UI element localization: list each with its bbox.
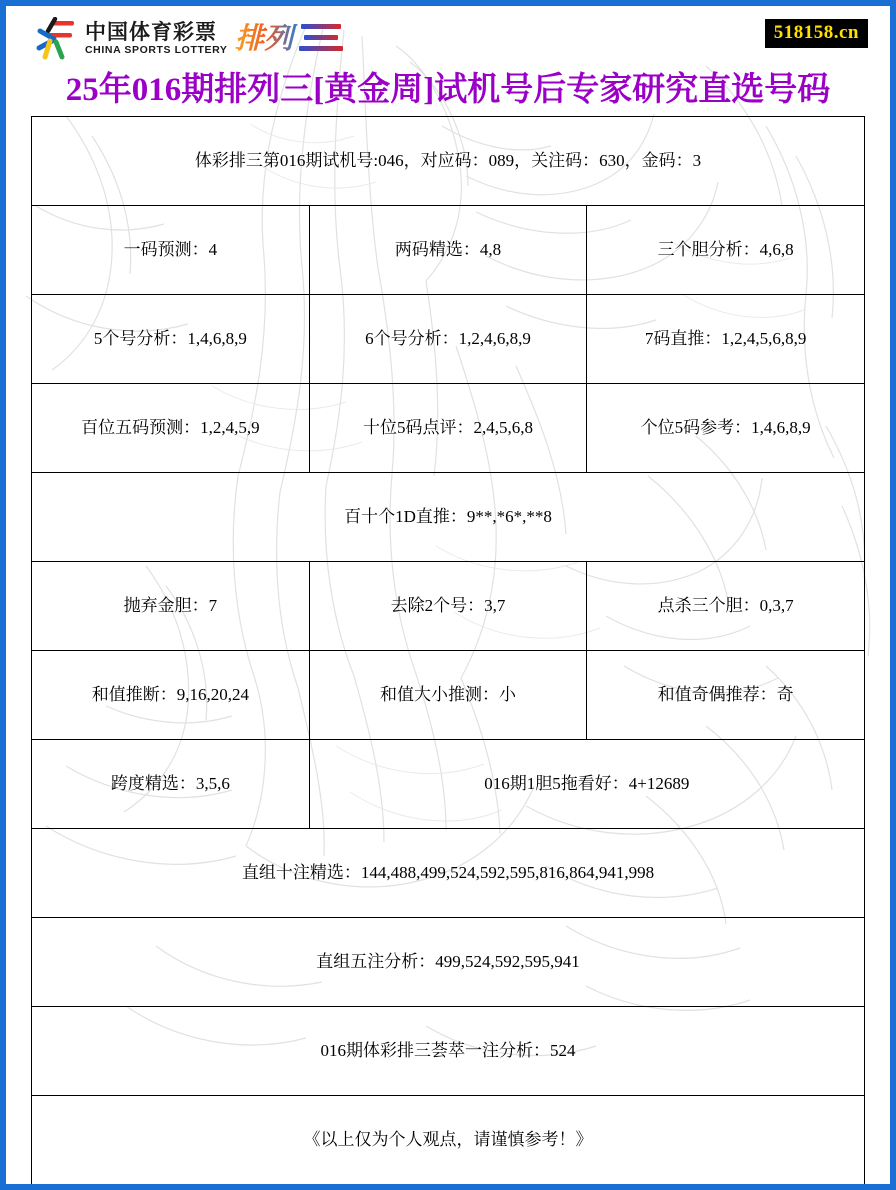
table-row	[32, 1096, 865, 1185]
five-bets-analysis-cell: 直组五注分析：499,524,592,595,941	[32, 918, 865, 1007]
sum-parity-recommendation-cell: 和值奇偶推荐：奇	[587, 651, 865, 740]
one-code-prediction-cell: 一码预测：4	[32, 206, 310, 295]
kill-three-dan-cell: 点杀三个胆：0,3,7	[587, 562, 865, 651]
table-row	[32, 829, 865, 918]
sports-lottery-logo	[32, 14, 375, 64]
logo-chinese-name: 中国体育彩票	[85, 21, 217, 44]
table-row	[32, 473, 865, 562]
logo-english-name: CHINA SPORTS LOTTERY	[85, 44, 228, 56]
one-d-direct-cell: 百十个1D直推：9**,*6*,**8	[32, 473, 865, 562]
hundreds-five-code-cell: 百位五码预测：1,2,4,5,9	[32, 384, 310, 473]
five-number-analysis-cell: 5个号分析：1,4,6,8,9	[32, 295, 310, 384]
athlete-mark-icon	[32, 17, 78, 61]
prediction-table-wrapper	[6, 116, 890, 1185]
table-row	[32, 562, 865, 651]
two-code-selection-cell: 两码精选：4,8	[309, 206, 587, 295]
pailie-san-wordmark-icon	[235, 17, 375, 61]
six-number-analysis-cell: 6个号分析：1,2,4,6,8,9	[309, 295, 587, 384]
prediction-table	[31, 116, 865, 1185]
tens-five-code-cell: 十位5码点评：2,4,5,6,8	[309, 384, 587, 473]
sum-size-prediction-cell: 和值大小推测：小	[309, 651, 587, 740]
span-selection-cell: 跨度精选：3,5,6	[32, 740, 310, 829]
discard-gold-dan-cell: 抛弃金胆：7	[32, 562, 310, 651]
svg-text:排列: 排列	[235, 23, 294, 55]
table-row	[32, 651, 865, 740]
single-bet-analysis-cell: 016期体彩排三荟萃一注分析：524	[32, 1007, 865, 1096]
units-five-code-cell: 个位5码参考：1,4,6,8,9	[587, 384, 865, 473]
table-row	[32, 1007, 865, 1096]
site-watermark-badge: 518158.cn	[765, 19, 868, 48]
seven-code-direct-cell: 7码直推：1,2,4,5,6,8,9	[587, 295, 865, 384]
table-row	[32, 295, 865, 384]
table-row	[32, 918, 865, 1007]
test-number-cell: 体彩排三第016期试机号:046，对应码：089，关注码：630，金码：3	[32, 117, 865, 206]
three-dan-analysis-cell: 三个胆分析：4,6,8	[587, 206, 865, 295]
remove-two-numbers-cell: 去除2个号：3,7	[309, 562, 587, 651]
table-row	[32, 206, 865, 295]
disclaimer-cell: 《以上仅为个人观点，请谨慎参考！》	[32, 1096, 865, 1185]
page-header	[6, 6, 890, 70]
logo-text-block	[85, 21, 227, 57]
page-title: 25年016期排列三[黄金周]试机号后专家研究直选号码	[65, 72, 831, 108]
table-row	[32, 740, 865, 829]
sum-value-inference-cell: 和值推断：9,16,20,24	[32, 651, 310, 740]
ten-bets-selection-cell: 直组十注精选：144,488,499,524,592,595,816,864,941,998	[32, 829, 865, 918]
one-dan-five-drag-cell: 016期1胆5拖看好：4+12689	[309, 740, 864, 829]
table-row	[32, 117, 865, 206]
table-row	[32, 384, 865, 473]
